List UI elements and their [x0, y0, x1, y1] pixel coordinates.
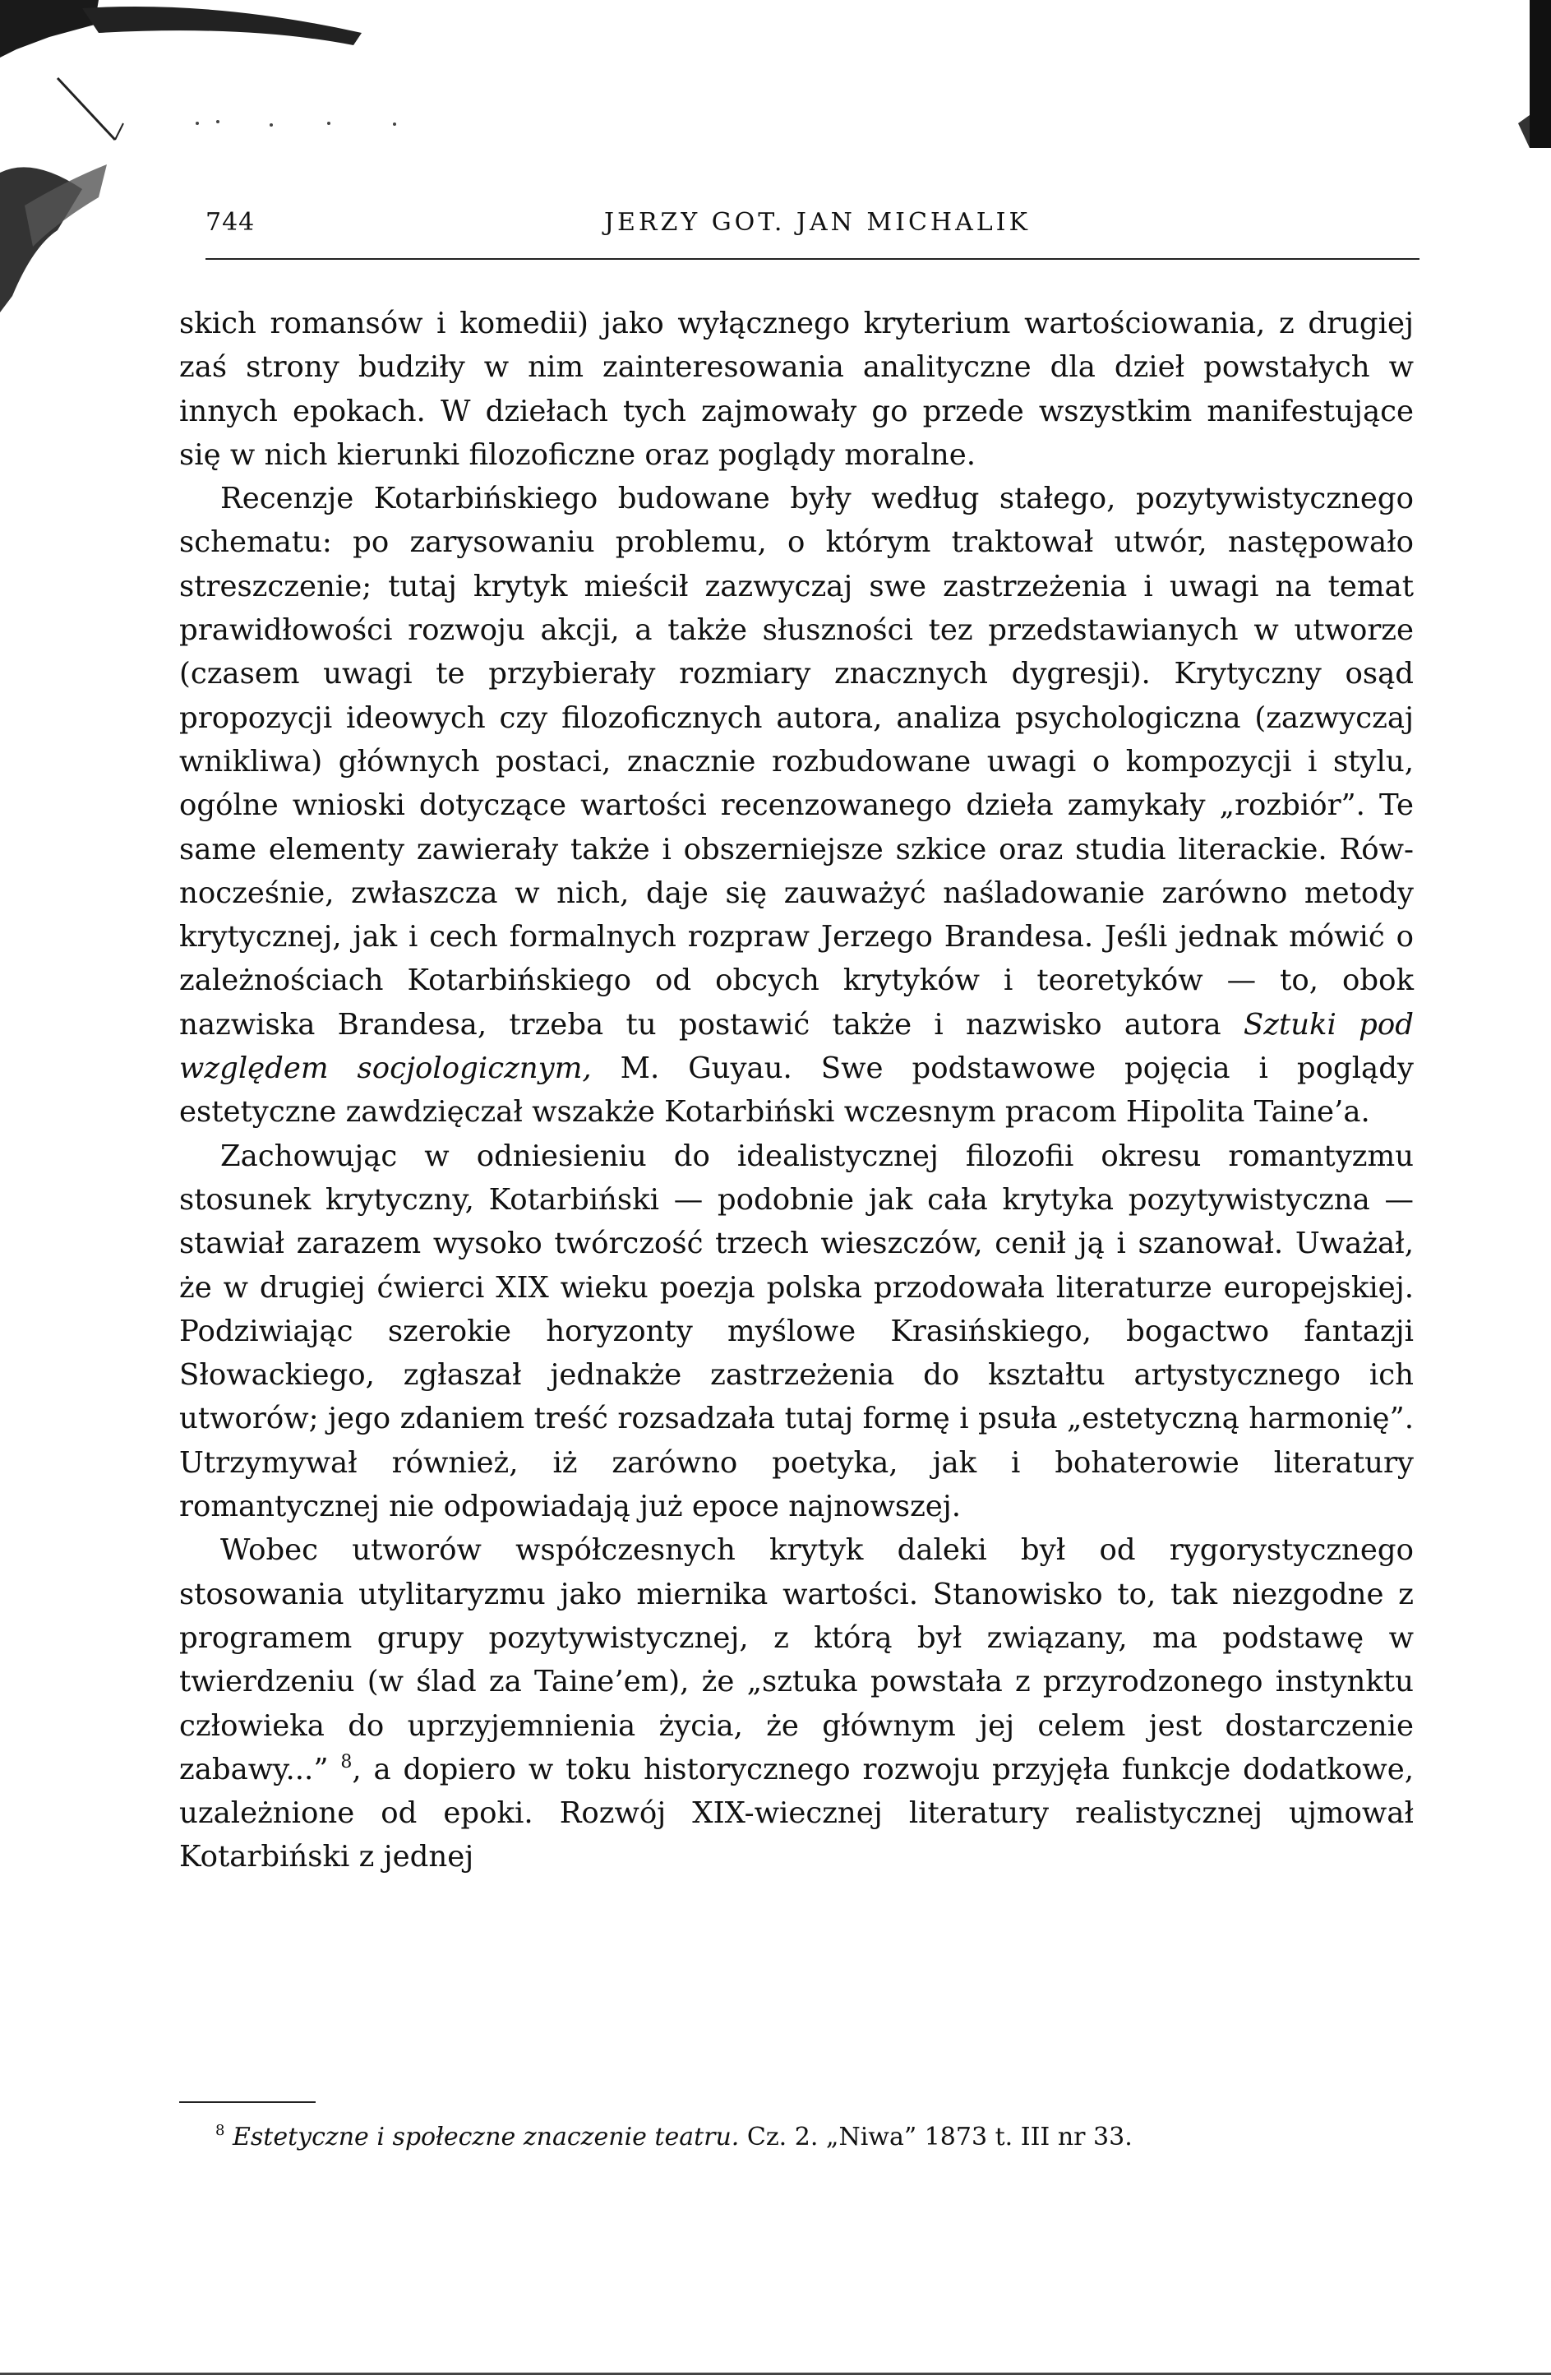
- paragraph-2-text-b: M. Guyau. Swe podstawowe pojęcia i poglądy estetyczne zawdzięczał wszakże Kotarbiński wczesnym pracom Hipolita Taine’a.: [179, 1051, 1414, 1130]
- scan-artifact-right-edge: [1518, 0, 1551, 164]
- paragraph-4-text-b: , a dopiero w toku historycznego rozwoju przyjęła funkcje dodatkowe, uzależnione od epoki. Rozwój XIX-wiecznej literatury realistycznej ujmował Kotarbiński z jednej: [179, 1752, 1414, 1874]
- footnote: [215, 2121, 1415, 2154]
- footnote-title: Estetyczne i społeczne znaczenie teatru.: [233, 2123, 740, 2151]
- paragraph-1: skich romansów i komedii) jako wyłącznego kryterium wartościowania, z drugiej zaś strony budziły w nim zainteresowania analityczne dla dzieł powstałych w innych epokach. W dziełach tych zajmowały go przede wszystkim manifestujące się w nich kierunki filozoficzne oraz poglądy moralne.: [179, 307, 1414, 472]
- body-text: [179, 302, 1414, 1879]
- paragraph-2-text-a: Recenzje Kotarbińskiego budowane były według stałego, pozytywistycznego schematu: po zarysowaniu problemu, o którym traktował utwór, następowało streszczenie; tutaj krytyk mieścił zazwyczaj swe zastrzeżenia i uwagi na temat prawidłowości rozwoju akcji, a także słuszności tez przedstawianych w utworze (czasem uwagi te przybierały rozmiary znacznych dygresji). Krytyczny osąd propozycji ideowych czy filozoficznych autora, analiza psychologiczna (zazwyczaj wnikliwa) głównych postaci, znacznie rozbudowane uwagi o kompozycji i stylu, ogólne wnioski dotyczące wartości recenzowanego dzieła zamykały „rozbiór”. Te same elementy zawierały także i obszerniejsze szkice oraz studia literackie. Równocześnie, zwłaszcza w nich, daje się zauważyć naśladowanie zarówno metody krytycznej, jak i cech formalnych rozpraw Jerzego Brandesa. Jeśli jednak mówić o zależnościach Kotarbińskiego od obcych krytyków i teoretyków — to, obok nazwiska Brandesa, trzeba tu postawić także i nazwisko autora: [179, 482, 1414, 1042]
- paragraph-2: [179, 477, 1414, 1134]
- footnote-citation: Cz. 2. „Niwa” 1873 t. III nr 33.: [746, 2123, 1133, 2151]
- footnote-rule: [179, 2101, 316, 2103]
- footnote-number: 8: [215, 2122, 225, 2139]
- paragraph-4: [179, 1528, 1414, 1879]
- paragraph-3: Zachowując w odniesieniu do idealistycznej filozofii okresu romantyzmu stosunek krytyczny, Kotarbiński — podobnie jak cała krytyka pozytywistyczna — stawiał zarazem wysoko twórczość trzech wieszczów, cenił ją i szanował. Uważał, że w drugiej ćwierci XIX wieku poezja polska przodowała literaturze europejskiej. Podziwiając szerokie horyzonty myślowe Krasińskiego, bogactwo fantazji Słowackiego, zgłaszał jednakże zastrzeżenia do kształtu artystycznego ich utworów; jego zdaniem treść rozsadzała tutaj formę i psuła „estetyczną harmonię”. Utrzymywał również, iż zarówno poetyka, jak i bohaterowie literatury romantycznej nie odpowiadają już epoce najnowszej.: [179, 1139, 1414, 1524]
- running-head: JERZY GOT. JAN MICHALIK: [604, 208, 1031, 237]
- scan-artifact-top-left: [0, 0, 427, 345]
- scan-artifact-bottom-line: [0, 2373, 1551, 2375]
- book-title-italic: Sztuki pod względem socjologicznym,: [179, 1007, 1414, 1086]
- page-number: 744: [205, 208, 256, 237]
- footnote-reference: 8: [340, 1751, 353, 1772]
- paragraph-4-text-a: Wobec utworów współczesnych krytyk daleki był od rygorystycznego stosowania utylitaryzmu jako miernika wartości. Stanowisko to, tak niezgodne z programem grupy pozytywistycznej, z którą był związany, ma podstawę w twierdzeniu (w ślad za Taine’em), że „sztuka powstała z przyrodzonego instynktu człowieka do uprzyjemnienia życia, że głównym jej celem jest dostarczenie zabawy...”: [179, 1533, 1414, 1786]
- header-rule: [205, 258, 1419, 260]
